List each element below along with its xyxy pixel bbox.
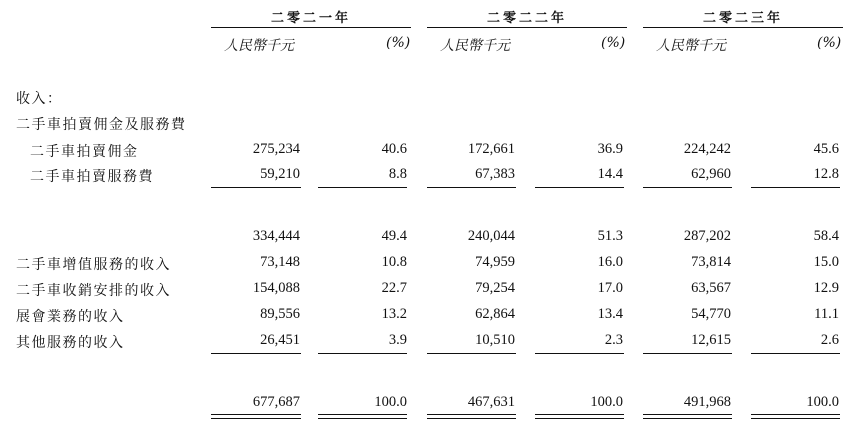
subtotal-2021-amount: 334,444: [252, 228, 300, 244]
row4-2022-pct: 17.0: [597, 280, 623, 296]
row6-2022-pct: 2.3: [604, 332, 623, 348]
row5-2021-pct: 13.2: [381, 306, 407, 322]
total-2021-pct: 100.0: [374, 394, 407, 410]
row1-2021-amount: 59,210: [260, 166, 300, 182]
row0-2021-pct: 40.6: [381, 141, 407, 157]
subtotal-2021-pct: 49.4: [381, 228, 407, 244]
row3-2023-amount: 73,814: [691, 254, 731, 270]
row3-2021-pct: 10.8: [381, 254, 407, 270]
row0-2022-pct: 36.9: [597, 141, 623, 157]
row6-2023-amount: 12,615: [691, 332, 731, 348]
row4-2023-amount: 63,567: [691, 280, 731, 296]
total-2022-amount: 467,631: [467, 394, 515, 410]
grand-total-double-rule-2022-pct: [535, 414, 624, 419]
row6-2022-amount: 10,510: [475, 332, 515, 348]
row-label-exhibition: 展會業務的收入: [16, 309, 125, 325]
subtotal-2022-pct: 51.3: [597, 228, 623, 244]
row0-2023-amount: 224,242: [683, 141, 731, 157]
year-header-2022: 二零二二年: [486, 11, 567, 26]
row-label-auction-commission: 二手車拍賣佣金: [30, 144, 139, 160]
row0-2021-amount: 275,234: [252, 141, 300, 157]
row3-2022-pct: 16.0: [597, 254, 623, 270]
subtotal-2022-amount: 240,044: [467, 228, 515, 244]
subtotal-rule-2023-amount: [643, 187, 732, 188]
total-2022-pct: 100.0: [590, 394, 623, 410]
total-rule-2021-amount: [211, 353, 301, 354]
row0-2022-amount: 172,661: [467, 141, 515, 157]
row-label-value-added: 二手車增值服務的收入: [16, 257, 171, 273]
row6-2021-amount: 26,451: [260, 332, 300, 348]
row3-2021-amount: 73,148: [260, 254, 300, 270]
row1-2021-pct: 8.8: [388, 166, 407, 182]
row1-2023-pct: 12.8: [813, 166, 839, 182]
grand-total-double-rule-2022-amount: [427, 414, 516, 419]
commission-group-label: 二手車拍賣佣金及服務費: [16, 117, 187, 133]
row4-2021-pct: 22.7: [381, 280, 407, 296]
pct-unit-2021: (%): [386, 35, 411, 51]
pct-unit-2022: (%): [601, 35, 626, 51]
subtotal-rule-2023-pct: [751, 187, 840, 188]
row5-2023-pct: 11.1: [814, 306, 839, 322]
row-label-other-services: 其他服務的收入: [16, 335, 125, 351]
subtotal-rule-2021-pct: [318, 187, 407, 188]
row4-2021-amount: 154,088: [252, 280, 300, 296]
total-rule-2023-pct: [751, 353, 840, 354]
total-rule-2021-pct: [318, 353, 407, 354]
row1-2023-amount: 62,960: [691, 166, 731, 182]
row6-2023-pct: 2.6: [820, 332, 839, 348]
row-label-auction-service-fee: 二手車拍賣服務費: [30, 169, 154, 185]
total-rule-2022-pct: [535, 353, 624, 354]
total-rule-2022-amount: [427, 353, 516, 354]
row5-2021-amount: 89,556: [260, 306, 300, 322]
revenue-section-label: 收入：: [16, 91, 63, 107]
year-rule-2021: [211, 27, 411, 28]
total-2021-amount: 677,687: [252, 394, 300, 410]
total-2023-pct: 100.0: [806, 394, 839, 410]
grand-total-double-rule-2021-pct: [318, 414, 407, 419]
grand-total-double-rule-2023-amount: [643, 414, 732, 419]
total-2023-amount: 491,968: [683, 394, 731, 410]
row5-2022-amount: 62,864: [475, 306, 515, 322]
amount-unit-2022: 人民幣千元: [440, 38, 510, 54]
row4-2022-amount: 79,254: [475, 280, 515, 296]
subtotal-2023-amount: 287,202: [683, 228, 731, 244]
year-header-2021: 二零二一年: [270, 11, 351, 26]
amount-unit-2021: 人民幣千元: [224, 38, 294, 54]
row5-2023-amount: 54,770: [691, 306, 731, 322]
subtotal-rule-2022-pct: [535, 187, 624, 188]
grand-total-double-rule-2021-amount: [211, 414, 301, 419]
year-rule-2023: [643, 27, 843, 28]
amount-unit-2023: 人民幣千元: [656, 38, 726, 54]
year-header-2023: 二零二三年: [702, 11, 783, 26]
row1-2022-amount: 67,383: [475, 166, 515, 182]
row3-2023-pct: 15.0: [813, 254, 839, 270]
subtotal-rule-2021-amount: [211, 187, 301, 188]
row0-2023-pct: 45.6: [813, 141, 839, 157]
row4-2023-pct: 12.9: [813, 280, 839, 296]
subtotal-rule-2022-amount: [427, 187, 516, 188]
row1-2022-pct: 14.4: [597, 166, 623, 182]
row6-2021-pct: 3.9: [388, 332, 407, 348]
year-rule-2022: [427, 27, 627, 28]
total-rule-2023-amount: [643, 353, 732, 354]
row5-2022-pct: 13.4: [597, 306, 623, 322]
grand-total-double-rule-2023-pct: [751, 414, 840, 419]
row-label-sales-arrangement: 二手車收銷安排的收入: [16, 283, 171, 299]
subtotal-2023-pct: 58.4: [813, 228, 839, 244]
pct-unit-2023: (%): [817, 35, 842, 51]
row3-2022-amount: 74,959: [475, 254, 515, 270]
